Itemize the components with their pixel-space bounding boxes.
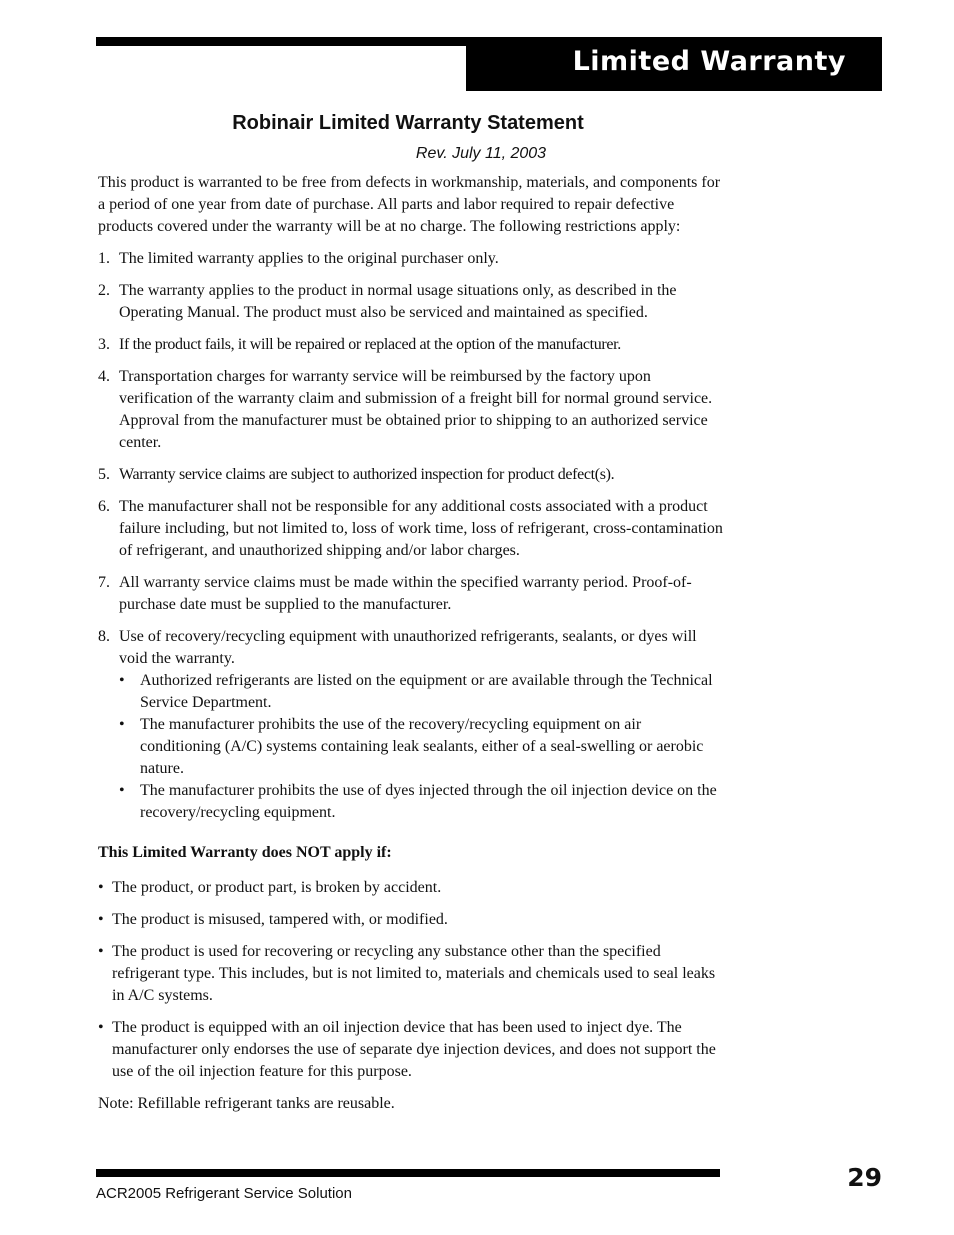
revision-date: Rev. July 11, 2003	[415, 145, 547, 162]
bullet-icon: •	[98, 943, 104, 960]
item-text: The manufacturer shall not be responsible for any additional costs associated with a product failure including, but not limited to, loss of work time, loss of refrigerant, cross-contamination of refrigerant, and unauthorized shipping and/or labor charges.	[119, 498, 723, 559]
restriction-item	[98, 280, 726, 324]
note: Note: Refillable refrigerant tanks are reusable.	[98, 1095, 395, 1112]
sub-bullet-item	[119, 670, 726, 714]
restriction-item	[98, 248, 726, 270]
footer-rule	[96, 1169, 720, 1177]
bullet-text: Authorized refrigerants are listed on the equipment or are available through the Technical Service Department.	[140, 672, 713, 711]
bullet-icon: •	[119, 672, 125, 689]
item-text: The warranty applies to the product in normal usage situations only, as described in the Operating Manual. The product must also be serviced and maintained as specified.	[119, 282, 677, 321]
item-number: 8.	[98, 628, 110, 645]
not-apply-heading: This Limited Warranty does NOT apply if:	[98, 844, 392, 861]
bullet-icon: •	[98, 911, 104, 928]
item-number: 4.	[98, 368, 110, 385]
exclusion-item	[98, 1017, 726, 1083]
item-number: 3.	[98, 336, 110, 353]
warranty-body	[98, 172, 726, 1115]
bullet-text: The manufacturer prohibits the use of dyes injected through the oil injection device on the recovery/recycling equipment.	[140, 782, 717, 821]
restriction-item	[98, 496, 726, 562]
sub-bullet-item	[119, 714, 726, 780]
item-text: Warranty service claims are subject to authorized inspection for product defect(s).	[119, 466, 615, 483]
document-heading: Robinair Limited Warranty Statement	[232, 112, 584, 134]
restriction-item	[98, 572, 726, 616]
restriction-item	[98, 334, 726, 356]
exclusion-text: The product is equipped with an oil injection device that has been used to inject dye. The manufacturer only endorses the use of separate dye injection devices, and does not support the use of the oil injection feature for this purpose.	[112, 1019, 716, 1080]
bullet-icon: •	[119, 782, 125, 799]
section-title-banner	[466, 37, 882, 91]
bullet-text: The manufacturer prohibits the use of the recovery/recycling equipment on air conditioning (A/C) systems containing leak sealants, either of a seal-swelling or aerobic nature.	[140, 716, 704, 777]
footer-product-name: ACR2005 Refrigerant Service Solution	[96, 1185, 352, 1202]
item-number: 1.	[98, 250, 110, 267]
exclusion-item	[98, 941, 726, 1007]
exclusion-text: The product is used for recovering or recycling any substance other than the specified refrigerant type. This includes, but is not limited to, materials and chemicals used to seal leaks in A/C systems.	[112, 943, 716, 1004]
page-number: 29	[847, 1163, 882, 1192]
sub-bullet-item	[119, 780, 726, 824]
bullet-icon: •	[98, 879, 104, 896]
item-number: 6.	[98, 498, 110, 515]
item-text: All warranty service claims must be made within the specified warranty period. Proof-of-purchase date must be supplied to the manufacturer.	[119, 574, 692, 613]
restriction-item	[98, 366, 726, 454]
exclusion-text: The product is misused, tampered with, or modified.	[112, 911, 448, 928]
restriction-8-bullets	[119, 670, 726, 824]
exclusion-item	[98, 877, 726, 899]
bullet-icon: •	[98, 1019, 104, 1036]
section-title: Limited Warranty	[572, 46, 846, 77]
item-number: 5.	[98, 466, 110, 483]
exclusions-list	[98, 877, 726, 1083]
restrictions-list	[98, 248, 726, 824]
item-number: 7.	[98, 574, 110, 591]
bullet-icon: •	[119, 716, 125, 733]
exclusion-item	[98, 909, 726, 931]
item-text: If the product fails, it will be repaired or replaced at the option of the manufacturer.	[119, 336, 621, 353]
item-text: Use of recovery/recycling equipment with unauthorized refrigerants, sealants, or dyes will void the warranty.	[119, 628, 697, 667]
exclusion-text: The product, or product part, is broken by accident.	[112, 879, 442, 896]
item-text: The limited warranty applies to the original purchaser only.	[119, 250, 499, 267]
item-text: Transportation charges for warranty service will be reimbursed by the factory upon verification of the warranty claim and submission of a freight bill for normal ground service. Approval from the manufacturer must be obtained prior to shipping to an authorized service center.	[119, 368, 713, 451]
restriction-item	[98, 626, 726, 824]
restriction-item	[98, 464, 726, 486]
item-number: 2.	[98, 282, 110, 299]
intro-paragraph: This product is warranted to be free from defects in workmanship, materials, and components for a period of one year from date of purchase. All parts and labor required to repair defective products covered under the warranty will be at no charge. The following restrictions apply:	[98, 174, 721, 235]
